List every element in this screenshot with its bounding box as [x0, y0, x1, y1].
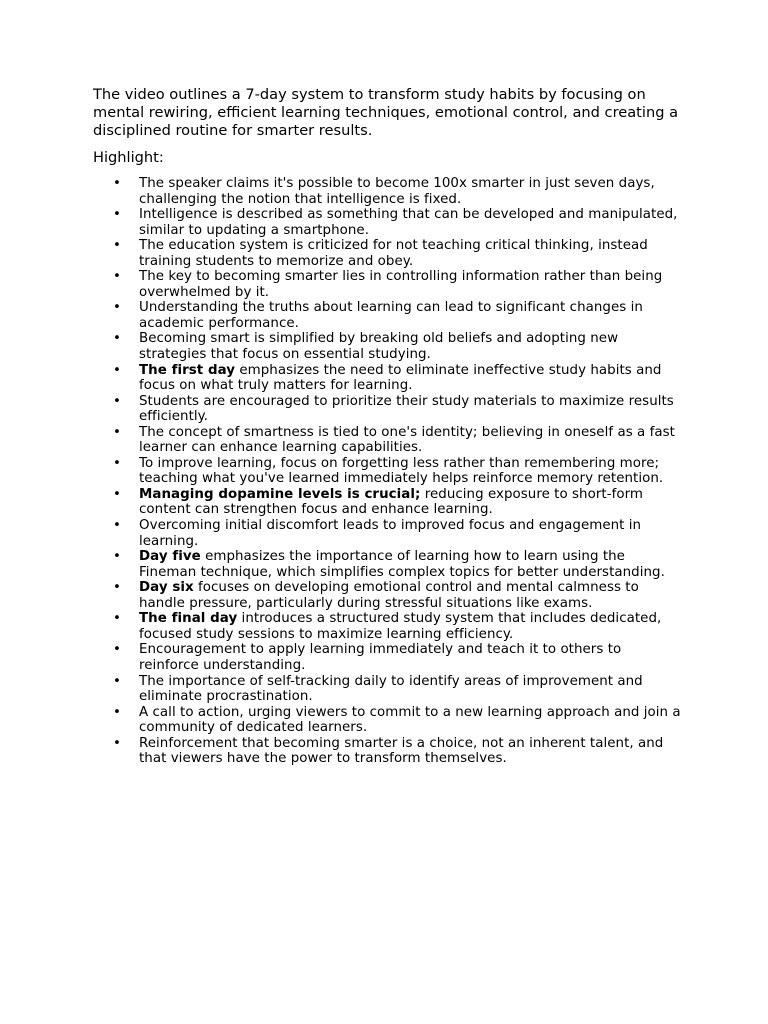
list-item-bold-lead: Managing dopamine levels is crucial; — [139, 486, 421, 502]
list-item — [93, 705, 683, 736]
bullet-icon: • — [113, 611, 121, 627]
list-item — [93, 736, 683, 767]
list-item — [93, 176, 683, 207]
bullet-icon: • — [113, 176, 121, 191]
list-item-text: emphasizes the importance of learning how to learn using the Fineman technique, which simplifies complex topics for better understanding. — [139, 549, 665, 580]
list-item-text: To improve learning, focus on forgetting less rather than remembering more; teaching what you've learned immediately helps reinforce memory retention. — [139, 455, 664, 487]
list-item-bold-lead: Day six — [139, 580, 194, 596]
list-item-text: Intelligence is described as something that can be developed and manipulated, similar to updating a smartphone. — [139, 207, 678, 238]
list-item — [93, 269, 683, 300]
bullet-icon: • — [113, 735, 121, 751]
bullet-icon: • — [113, 393, 121, 409]
list-item — [93, 300, 683, 331]
list-item-bold-lead: The first day — [139, 362, 236, 378]
bullet-icon: • — [113, 455, 121, 471]
highlight-list — [93, 176, 683, 767]
list-item — [93, 674, 683, 705]
bullet-icon: • — [113, 704, 121, 720]
bullet-icon: • — [113, 518, 121, 534]
list-item-text: Understanding the truths about learning can lead to significant changes in academic performance. — [139, 300, 643, 331]
bullet-icon: • — [113, 331, 121, 347]
list-item — [93, 238, 683, 269]
list-item — [93, 611, 683, 642]
bullet-icon: • — [113, 673, 121, 689]
list-item — [93, 518, 683, 549]
list-item-bold-lead: The final day — [139, 611, 238, 627]
list-item-text: The education system is criticized for not teaching critical thinking, instead training students to memorize and obey. — [139, 238, 648, 269]
list-item — [93, 642, 683, 673]
list-item-text: emphasizes the need to eliminate ineffective study habits and focus on what truly matters for learning. — [139, 362, 662, 394]
list-item — [93, 580, 683, 611]
list-item-bold-lead: Day five — [139, 549, 201, 565]
document-body — [93, 86, 683, 767]
bullet-icon: • — [113, 207, 121, 223]
bullet-icon: • — [113, 300, 121, 316]
list-item-text: Becoming smart is simplified by breaking old beliefs and adopting new strategies that focus on essential studying. — [139, 331, 619, 363]
list-item — [93, 363, 683, 394]
list-item — [93, 456, 683, 487]
intro-paragraph: The video outlines a 7-day system to transform study habits by focusing on mental rewiring, efficient learning techniques, emotional control, and creating a disciplined routine for smarter results. — [93, 86, 679, 139]
list-item-text: Reinforcement that becoming smarter is a choice, not an inherent talent, and that viewers have the power to transform themselves. — [139, 735, 664, 767]
bullet-icon: • — [113, 424, 121, 440]
list-item-text: Encouragement to apply learning immediately and teach it to others to reinforce understanding. — [139, 642, 622, 673]
bullet-icon: • — [113, 642, 121, 658]
list-item-text: The importance of self-tracking daily to identify areas of improvement and eliminate procrastination. — [139, 673, 643, 705]
list-item-text: The speaker claims it's possible to become 100x smarter in just seven days, challenging the notion that intelligence is fixed. — [139, 176, 655, 207]
list-item-text: The key to becoming smarter lies in controlling information rather than being overwhelmed by it. — [139, 269, 663, 300]
list-item-text: Overcoming initial discomfort leads to improved focus and engagement in learning. — [139, 518, 642, 549]
list-item — [93, 425, 683, 456]
list-item — [93, 331, 683, 362]
bullet-icon: • — [113, 238, 121, 254]
list-item-text: A call to action, urging viewers to commit to a new learning approach and join a community of dedicated learners. — [139, 704, 681, 736]
bullet-icon: • — [113, 486, 121, 502]
bullet-icon: • — [113, 549, 121, 565]
list-item-text: introduces a structured study system that includes dedicated, focused study sessions to maximize learning efficiency. — [139, 611, 662, 642]
bullet-icon: • — [113, 269, 121, 285]
list-item-text: reducing exposure to short-form content can strengthen focus and enhance learning. — [139, 486, 643, 518]
list-item-text: Students are encouraged to prioritize their study materials to maximize results efficiently. — [139, 393, 674, 425]
bullet-icon: • — [113, 362, 121, 378]
highlight-heading: Highlight: — [93, 149, 164, 166]
list-item — [93, 549, 683, 580]
list-item — [93, 487, 683, 518]
list-item-text: focuses on developing emotional control and mental calmness to handle pressure, particularly during stressful situations like exams. — [139, 580, 639, 611]
bullet-icon: • — [113, 580, 121, 596]
list-item — [93, 394, 683, 425]
list-item-text: The concept of smartness is tied to one's identity; believing in oneself as a fast learner can enhance learning capabilities. — [139, 424, 675, 456]
list-item — [93, 207, 683, 238]
